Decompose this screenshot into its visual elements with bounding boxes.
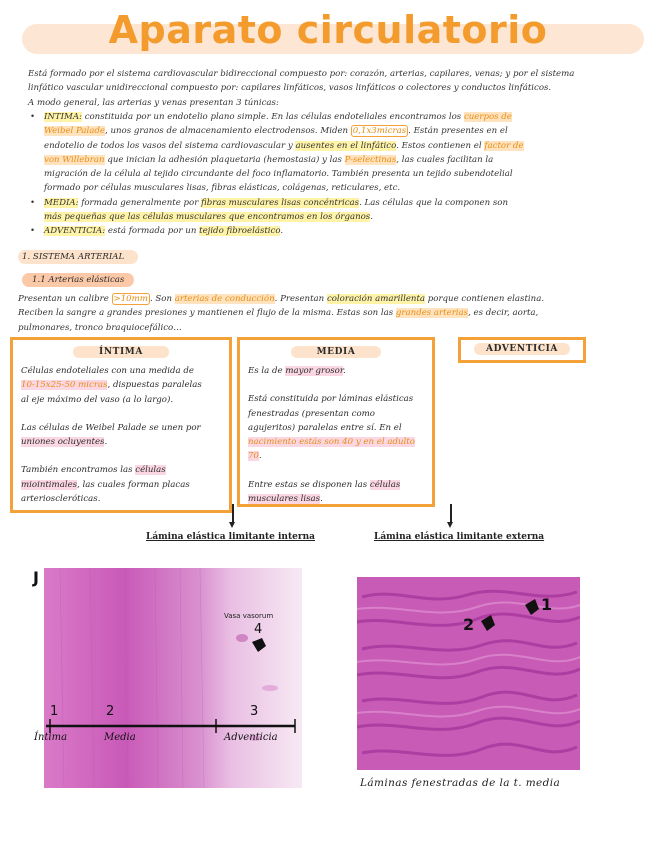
adventicia-box — [458, 337, 586, 363]
marker-2: 2 — [463, 615, 475, 634]
tunica-adventicia-item: • ADVENTICIA: está formada por un tejido fibroelástico. — [30, 224, 630, 238]
lamina-externa-label: Lámina elástica limitante externa — [374, 532, 545, 542]
media-box-body: Es la de mayor grosor. Está constituida por láminas elásticas fenestradas (presentan como agujeritos) paralelas entre sí. En el nacimiento estás son 40 y en el adulto 70. Entre estas se disponen las células musculares lisas. — [248, 366, 415, 505]
vasa-vasorum-label: Vasa vasorum — [224, 612, 274, 620]
micrograph-arterial-wall — [30, 568, 302, 788]
tunica-label: MEDIA: — [44, 197, 79, 208]
media-box-title: MEDIA — [291, 346, 382, 358]
section-heading-arterias-elasticas: 1.1 Arterias elásticas — [22, 273, 134, 287]
media-box — [237, 337, 435, 507]
panel-letter: J — [30, 568, 42, 587]
micrograph-caption: Láminas fenestradas de la t. media — [360, 777, 561, 789]
micrograph-arterial-wall-image — [30, 568, 302, 788]
intima-box-title: ÍNTIMA — [73, 346, 169, 358]
arrow-lamina-externa — [450, 504, 452, 524]
tunicas-list — [30, 110, 630, 239]
label-media: Media — [104, 732, 136, 743]
label-intima: Íntima — [34, 732, 68, 743]
arrow-lamina-interna — [232, 504, 234, 524]
adventicia-box-title: ADVENTICIA — [474, 343, 570, 355]
tunica-media-item: • MEDIA: formada generalmente por fibras musculares lisas concéntricas. Las células que la componen son más pequeñas que las células musculares que encontramos en los órganos. — [30, 196, 630, 225]
intro-line: Está formado por el sistema cardiovascular bidireccional compuesto por: corazón, arterias, capilares, venas; y por el sistema — [28, 69, 575, 79]
marker-3: 3 — [250, 704, 259, 719]
intima-box-body: Células endoteliales con una medida de 10-15x25-50 micras, dispuestas paralelas al eje máximo del vaso (a lo largo). Las células de Weibel Palade se unen por uniones ocluyentes. También encontramos las células miointimales, las cuales forman placas arterioscleróticas. — [21, 366, 202, 505]
tunica-label: ADVENTICIA: — [44, 226, 106, 237]
intro-line: linfático vascular unidireccional compuesto por: capilares linfáticos, vasos linfáticos o colectores y conductos linfáticos. — [28, 83, 552, 94]
tunica-label: INTIMA: — [44, 112, 82, 122]
section-heading-sistema-arterial: 1. SISTEMA ARTERIAL — [18, 250, 138, 264]
marker-1: 1 — [50, 704, 59, 719]
marker-2: 2 — [106, 704, 115, 719]
micrograph-fenestrated-laminae — [357, 577, 580, 770]
intro-line: A modo general, las arterias y venas presentan 3 túnicas: — [28, 97, 279, 108]
intima-box — [10, 337, 232, 513]
elasticas-paragraph: Presentan un calibre >10mm . Son arterias de conducción. Presentan coloración amarillenta porque contienen elastina. Reciben la sangre a grandes presiones y mantienen el flujo de la misma. Estas son las grandes arterias, es decir, aorta, pulmonares, tronco braquiocefálico… — [18, 294, 545, 333]
marker-4: 4 — [254, 622, 263, 637]
page-title: Aparato circulatorio — [108, 8, 548, 52]
marker-1: 1 — [541, 595, 553, 614]
label-adventicia: Adventicia — [224, 732, 278, 743]
lamina-interna-label: Lámina elástica limitante interna — [146, 532, 315, 542]
intro-paragraph — [28, 67, 628, 110]
tunica-intima-item: • INTIMA: constituida por un endotelio plano simple. En las células endoteliales encontramos los cuerpos de Weibel Palade, unos granos de almacenamiento electrodensos. Miden 0,1x3micras . Están presentes en el endotelio de todos los vasos del sistema cardiovascular y ausentes en el linfático. Estos contienen el factor de von Willebran que inician la adhesión plaquetaria (hemostasia) y las P-selectinas, las cuales facilitan la migración de la célula al tejido circundante del foco inflamatorio. También presenta un tejido subendotelial formado por células musculares lisas, fibras elásticas, colágenas, reticulares, etc. — [30, 110, 630, 196]
